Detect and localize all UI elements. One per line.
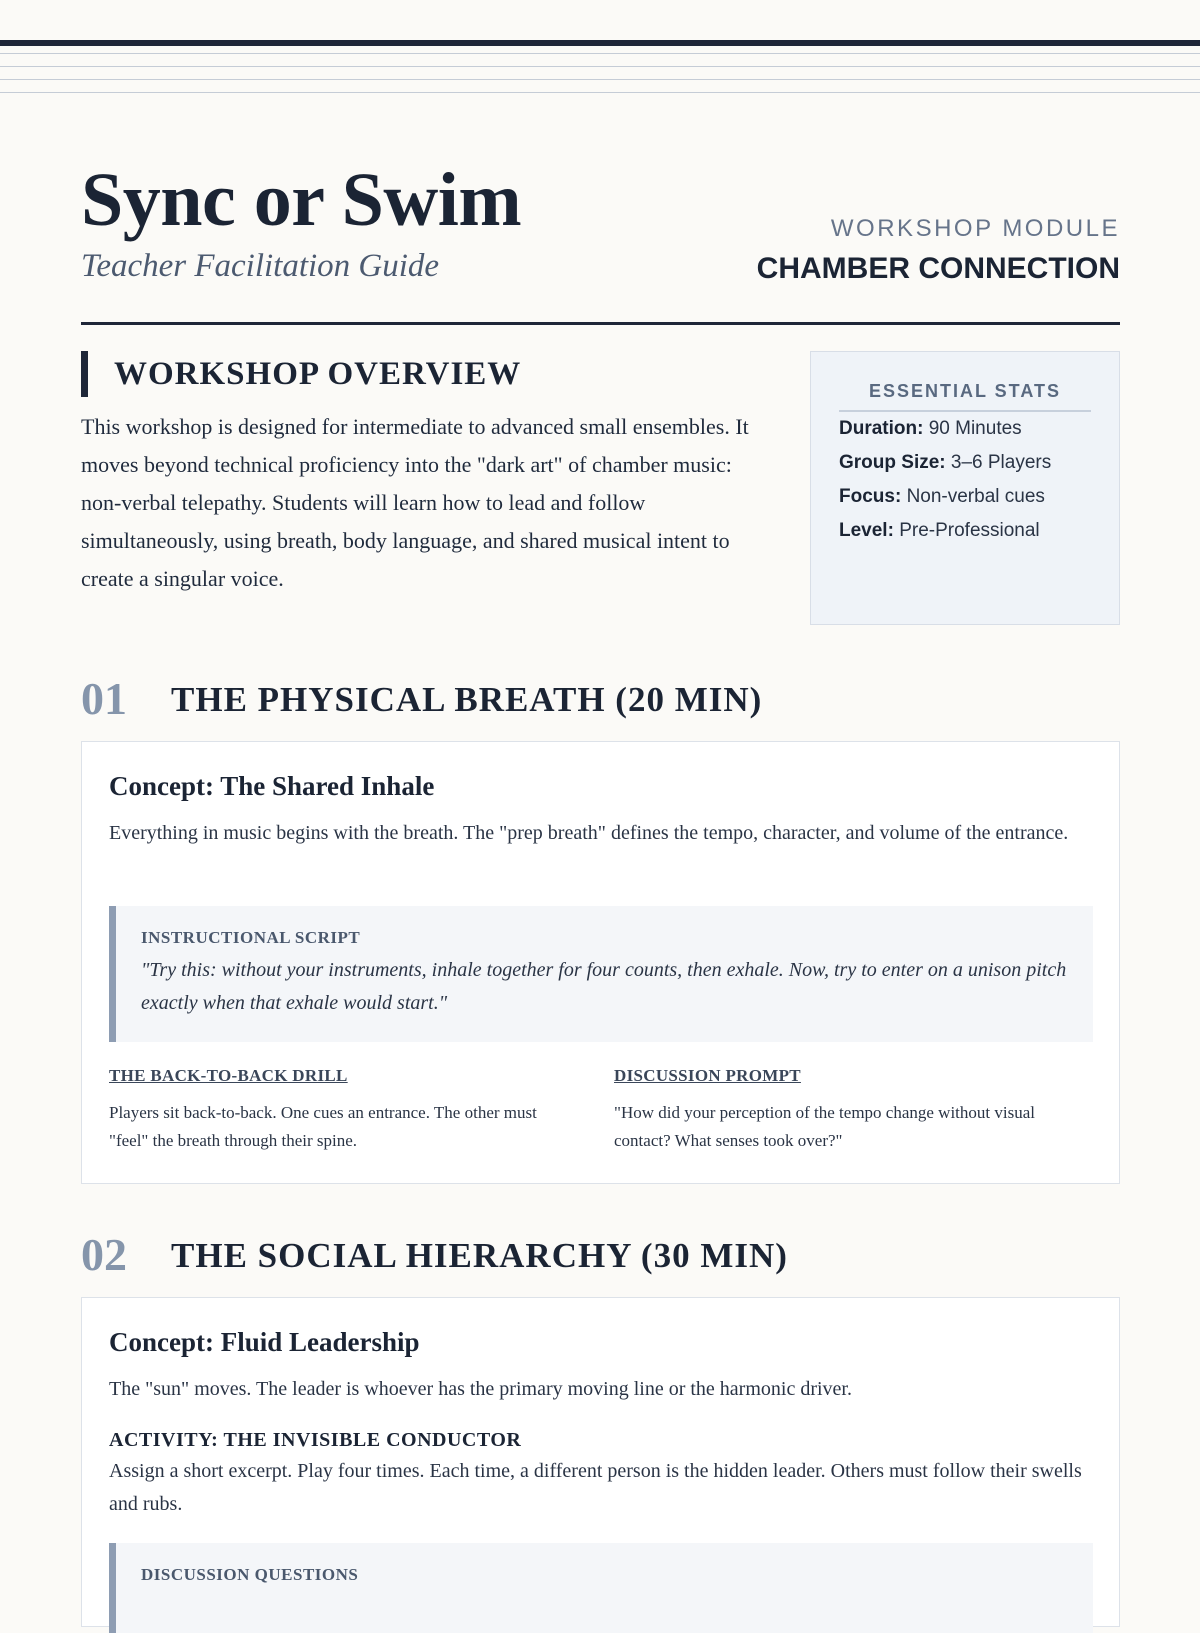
drill-text: Players sit back-to-back. One cues an entrance. The other must "feel" the breath through their spine. — [109, 1103, 537, 1150]
staff-line-thick — [0, 40, 1200, 46]
staff-line — [0, 66, 1200, 67]
activity-heading: ACTIVITY: THE INVISIBLE CONDUCTOR — [109, 1429, 522, 1451]
concept-body: The "sun" moves. The leader is whoever has the primary moving line or the harmonic driver. — [109, 1378, 852, 1400]
stat-level — [839, 514, 1091, 548]
module-name: CHAMBER CONNECTION — [756, 252, 1120, 285]
discussion-prompt-text: "How did your perception of the tempo change without visual contact? What senses took over?" — [614, 1103, 1035, 1150]
stat-value: Pre-Professional — [899, 520, 1040, 541]
activity-text: Assign a short excerpt. Play four times. Each time, a different person is the hidden leader. Others must follow their swells and rubs. — [109, 1460, 1082, 1515]
discussion-prompt-heading: DISCUSSION PROMPT — [614, 1066, 801, 1085]
instructional-script-box — [109, 906, 1093, 1042]
document-header — [81, 160, 1120, 325]
drill-heading: THE BACK-TO-BACK DRILL — [109, 1066, 348, 1085]
stat-group-size — [839, 446, 1091, 480]
concept-heading: Concept: Fluid Leadership — [109, 1327, 420, 1357]
staff-line — [0, 92, 1200, 93]
stats-title: ESSENTIAL STATS — [839, 381, 1091, 412]
stat-focus — [839, 480, 1091, 514]
document-title: Sync or Swim — [81, 158, 522, 242]
section-number: 01 — [81, 673, 127, 724]
discussion-questions-label: DISCUSSION QUESTIONS — [141, 1565, 359, 1584]
overview-body: This workshop is designed for intermediate to advanced small ensembles. It moves beyond technical proficiency into the "dark art" of chamber music: non-verbal telepathy. Students will learn how to lead and follow simultaneously, using breath, body language, and shared musical intent to create a singular voice. — [81, 414, 749, 591]
concept-heading: Concept: The Shared Inhale — [109, 771, 435, 801]
staff-line — [0, 53, 1200, 54]
staff-line — [0, 79, 1200, 80]
section-title: THE SOCIAL HIERARCHY (30 MIN) — [171, 1236, 788, 1275]
overview-heading: WORKSHOP OVERVIEW — [81, 351, 521, 397]
stat-label: Duration: — [839, 418, 924, 439]
section-card — [81, 741, 1120, 1184]
stat-value: 3–6 Players — [950, 452, 1052, 473]
stat-label: Focus: — [839, 486, 902, 507]
stat-value: 90 Minutes — [928, 418, 1022, 439]
script-label: INSTRUCTIONAL SCRIPT — [141, 928, 361, 947]
stat-label: Level: — [839, 520, 894, 541]
concept-body: Everything in music begins with the breath. The "prep breath" defines the tempo, character, and volume of the entrance. — [109, 822, 1069, 844]
section-title: THE PHYSICAL BREATH (20 MIN) — [171, 680, 763, 719]
stat-value: Non-verbal cues — [906, 486, 1045, 507]
stat-label: Group Size: — [839, 452, 946, 473]
document-subtitle: Teacher Facilitation Guide — [81, 248, 440, 284]
script-text: "Try this: without your instruments, inhale together for four counts, then exhale. Now, try to enter on a unison pitch exactly when that exhale would start." — [141, 959, 1067, 1014]
discussion-questions-box — [109, 1543, 1093, 1633]
section-number: 02 — [81, 1229, 127, 1280]
essential-stats-box — [810, 351, 1120, 625]
stat-duration — [839, 412, 1091, 446]
section-card — [81, 1297, 1120, 1627]
module-label: WORKSHOP MODULE — [830, 215, 1120, 242]
